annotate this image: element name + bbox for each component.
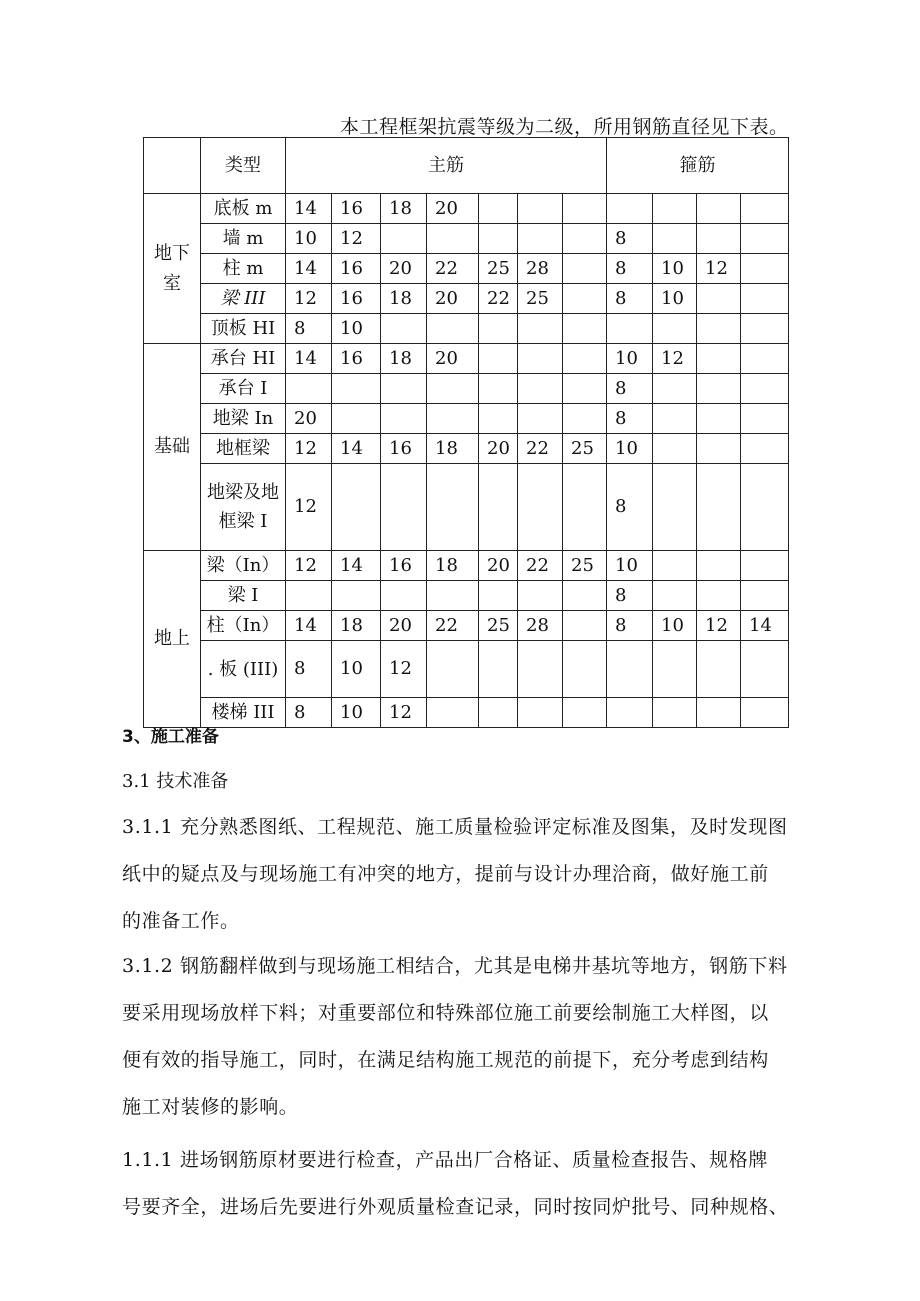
cell	[427, 698, 479, 728]
cell	[332, 464, 381, 551]
cell: 10	[332, 698, 381, 728]
cell: 8	[607, 581, 653, 611]
cell: 10	[653, 611, 697, 641]
cell	[381, 464, 427, 551]
cell: 10	[607, 551, 653, 581]
cell	[563, 698, 607, 728]
cell: 16	[332, 284, 381, 314]
cell: 10	[607, 344, 653, 374]
group-above-ground: 地上	[144, 551, 201, 728]
cell	[697, 464, 741, 551]
paragraph-line: 号要齐全，进场后先要进行外观质量检查记录，同时按同炉批号、同种规格、	[122, 1196, 789, 1218]
cell	[697, 581, 741, 611]
row-type: 顶板 HI	[201, 314, 286, 344]
cell	[607, 314, 653, 344]
cell	[518, 314, 563, 344]
cell: 28	[518, 611, 563, 641]
cell	[741, 374, 789, 404]
cell: 22	[427, 611, 479, 641]
paragraph-3-1-2	[122, 943, 788, 1131]
cell	[607, 194, 653, 224]
paragraph-3-1-1	[122, 804, 788, 945]
cell: 8	[286, 314, 332, 344]
cell	[697, 224, 741, 254]
cell	[653, 581, 697, 611]
cell	[607, 698, 653, 728]
cell: 12	[381, 698, 427, 728]
header-stirrup: 箍筋	[607, 138, 789, 194]
cell: 22	[518, 551, 563, 581]
cell: 20	[427, 284, 479, 314]
cell	[697, 641, 741, 698]
cell: 18	[381, 194, 427, 224]
cell: 18	[381, 284, 427, 314]
cell: 12	[286, 284, 332, 314]
cell: 20	[286, 404, 332, 434]
cell	[653, 314, 697, 344]
cell: 10	[286, 224, 332, 254]
cell	[563, 641, 607, 698]
cell	[332, 404, 381, 434]
cell: 25	[563, 551, 607, 581]
table-row	[144, 374, 789, 404]
cell: 16	[332, 194, 381, 224]
table-row	[144, 611, 789, 641]
cell	[741, 224, 789, 254]
cell: 12	[697, 254, 741, 284]
section-heading: 3、施工准备	[122, 727, 219, 747]
paragraph-line: 要采用现场放样下料；对重要部位和特殊部位施工前要绘制施工大样图，以	[122, 1002, 769, 1024]
cell	[518, 194, 563, 224]
table-row	[144, 581, 789, 611]
cell	[518, 698, 563, 728]
paragraph-line: 的准备工作。	[122, 910, 240, 932]
cell	[381, 374, 427, 404]
cell	[381, 404, 427, 434]
row-type: 地框梁	[201, 434, 286, 464]
cell	[286, 581, 332, 611]
cell	[381, 581, 427, 611]
cell: 12	[332, 224, 381, 254]
paragraph-1-1-1	[122, 1137, 788, 1231]
row-type: 柱 m	[201, 254, 286, 284]
cell: 12	[653, 344, 697, 374]
rebar-diameter-table	[143, 137, 789, 728]
cell: 10	[653, 254, 697, 284]
cell: 20	[427, 194, 479, 224]
cell: 20	[381, 254, 427, 284]
cell: 14	[286, 344, 332, 374]
table-row	[144, 404, 789, 434]
row-type: 梁 I	[201, 581, 286, 611]
cell: 22	[479, 284, 518, 314]
row-type: 承台 HI	[201, 344, 286, 374]
cell: 14	[741, 611, 789, 641]
table-row	[144, 641, 789, 698]
table-row	[144, 698, 789, 728]
cell	[518, 581, 563, 611]
header-type: 类型	[201, 138, 286, 194]
cell	[563, 611, 607, 641]
cell: 8	[607, 224, 653, 254]
cell: 25	[479, 254, 518, 284]
cell: 18	[427, 434, 479, 464]
cell: 16	[381, 434, 427, 464]
cell	[741, 434, 789, 464]
cell: 10	[653, 284, 697, 314]
cell	[427, 374, 479, 404]
cell: 22	[518, 434, 563, 464]
cell: 25	[479, 611, 518, 641]
cell: 12	[286, 464, 332, 551]
cell: 8	[607, 464, 653, 551]
cell	[518, 374, 563, 404]
cell: 8	[607, 404, 653, 434]
cell: 8	[607, 254, 653, 284]
table-header-row	[144, 138, 789, 194]
row-type: 地梁及地框梁 I	[201, 464, 286, 551]
cell: 10	[332, 641, 381, 698]
cell	[427, 581, 479, 611]
cell	[741, 581, 789, 611]
cell	[741, 698, 789, 728]
row-type: . 板 (III)	[201, 641, 286, 698]
cell	[563, 314, 607, 344]
cell	[479, 374, 518, 404]
group-foundation: 基础	[144, 344, 201, 551]
cell: 8	[286, 698, 332, 728]
cell	[697, 194, 741, 224]
subsection-heading: 3.1 技术准备	[122, 771, 229, 792]
cell: 14	[286, 194, 332, 224]
cell	[563, 404, 607, 434]
row-type: 地梁 In	[201, 404, 286, 434]
cell	[697, 374, 741, 404]
cell	[697, 551, 741, 581]
cell	[427, 641, 479, 698]
cell	[427, 404, 479, 434]
cell: 18	[381, 344, 427, 374]
cell: 8	[607, 611, 653, 641]
cell	[286, 374, 332, 404]
cell: 14	[286, 611, 332, 641]
cell	[381, 224, 427, 254]
row-type: 承台 I	[201, 374, 286, 404]
cell	[563, 224, 607, 254]
cell	[653, 698, 697, 728]
cell	[563, 581, 607, 611]
group-basement: 地下室	[144, 194, 201, 344]
table-row	[144, 314, 789, 344]
cell	[332, 581, 381, 611]
cell	[653, 194, 697, 224]
paragraph-line: 1.1.1 进场钢筋原材要进行检查，产品出厂合格证、质量检查报告、规格牌	[122, 1149, 768, 1171]
cell: 14	[286, 254, 332, 284]
cell	[697, 344, 741, 374]
cell: 14	[332, 551, 381, 581]
cell: 12	[697, 611, 741, 641]
paragraph-line: 3.1.2 钢筋翻样做到与现场施工相结合，尤其是电梯井基坑等地方，钢筋下料	[122, 955, 788, 977]
row-type: 底板 m	[201, 194, 286, 224]
cell	[653, 464, 697, 551]
row-type: 楼梯 III	[201, 698, 286, 728]
cell	[741, 194, 789, 224]
table-row	[144, 344, 789, 374]
cell	[741, 551, 789, 581]
cell	[479, 194, 518, 224]
table-row	[144, 254, 789, 284]
cell	[653, 374, 697, 404]
cell	[563, 284, 607, 314]
cell	[697, 698, 741, 728]
cell	[741, 314, 789, 344]
cell	[741, 464, 789, 551]
cell	[741, 641, 789, 698]
cell: 14	[332, 434, 381, 464]
table-row	[144, 464, 789, 551]
cell	[479, 698, 518, 728]
cell	[479, 344, 518, 374]
cell: 8	[607, 284, 653, 314]
paragraph-line: 3.1.1 充分熟悉图纸、工程规范、施工质量检验评定标准及图集，及时发现图	[122, 816, 788, 838]
cell	[741, 254, 789, 284]
cell	[653, 404, 697, 434]
cell	[427, 464, 479, 551]
row-type: 墙 m	[201, 224, 286, 254]
cell	[479, 641, 518, 698]
cell	[479, 314, 518, 344]
table-row	[144, 224, 789, 254]
cell	[479, 404, 518, 434]
cell	[563, 374, 607, 404]
cell	[563, 464, 607, 551]
cell	[518, 641, 563, 698]
cell: 12	[286, 434, 332, 464]
cell	[697, 404, 741, 434]
cell: 28	[518, 254, 563, 284]
table-row	[144, 551, 789, 581]
corner-cell	[144, 138, 201, 194]
table-row	[144, 434, 789, 464]
cell: 20	[479, 551, 518, 581]
cell	[563, 344, 607, 374]
cell	[332, 374, 381, 404]
cell: 20	[381, 611, 427, 641]
paragraph-line: 便有效的指导施工，同时，在满足结构施工规范的前提下，充分考虑到结构	[122, 1049, 769, 1071]
cell	[427, 224, 479, 254]
cell	[381, 314, 427, 344]
row-type: 梁 III	[201, 284, 286, 314]
cell: 22	[427, 254, 479, 284]
table-row	[144, 284, 789, 314]
cell	[653, 641, 697, 698]
cell: 10	[607, 434, 653, 464]
cell: 12	[381, 641, 427, 698]
cell	[653, 434, 697, 464]
cell: 18	[427, 551, 479, 581]
cell: 10	[332, 314, 381, 344]
cell	[741, 284, 789, 314]
cell: 8	[607, 374, 653, 404]
cell	[653, 224, 697, 254]
cell	[697, 434, 741, 464]
cell: 12	[286, 551, 332, 581]
cell: 8	[286, 641, 332, 698]
cell	[518, 404, 563, 434]
cell: 16	[381, 551, 427, 581]
paragraph-line: 纸中的疑点及与现场施工有冲突的地方，提前与设计办理洽商，做好施工前	[122, 863, 769, 885]
row-type: 梁（In）	[201, 551, 286, 581]
cell: 25	[518, 284, 563, 314]
table-row	[144, 194, 789, 224]
paragraph-line: 施工对装修的影响。	[122, 1096, 299, 1118]
cell: 20	[427, 344, 479, 374]
cell: 16	[332, 344, 381, 374]
cell	[518, 224, 563, 254]
cell	[479, 464, 518, 551]
table-intro-text: 本工程框架抗震等级为二级，所用钢筋直径见下表。	[340, 116, 789, 138]
cell	[653, 551, 697, 581]
cell	[518, 464, 563, 551]
cell	[741, 344, 789, 374]
cell	[427, 314, 479, 344]
cell	[479, 581, 518, 611]
cell: 16	[332, 254, 381, 284]
cell	[741, 404, 789, 434]
cell	[697, 284, 741, 314]
cell	[607, 641, 653, 698]
cell: 20	[479, 434, 518, 464]
cell	[563, 194, 607, 224]
header-main-rebar: 主筋	[286, 138, 607, 194]
cell: 18	[332, 611, 381, 641]
row-type: 柱（In）	[201, 611, 286, 641]
cell	[479, 224, 518, 254]
cell	[563, 254, 607, 284]
cell: 25	[563, 434, 607, 464]
cell	[518, 344, 563, 374]
cell	[697, 314, 741, 344]
